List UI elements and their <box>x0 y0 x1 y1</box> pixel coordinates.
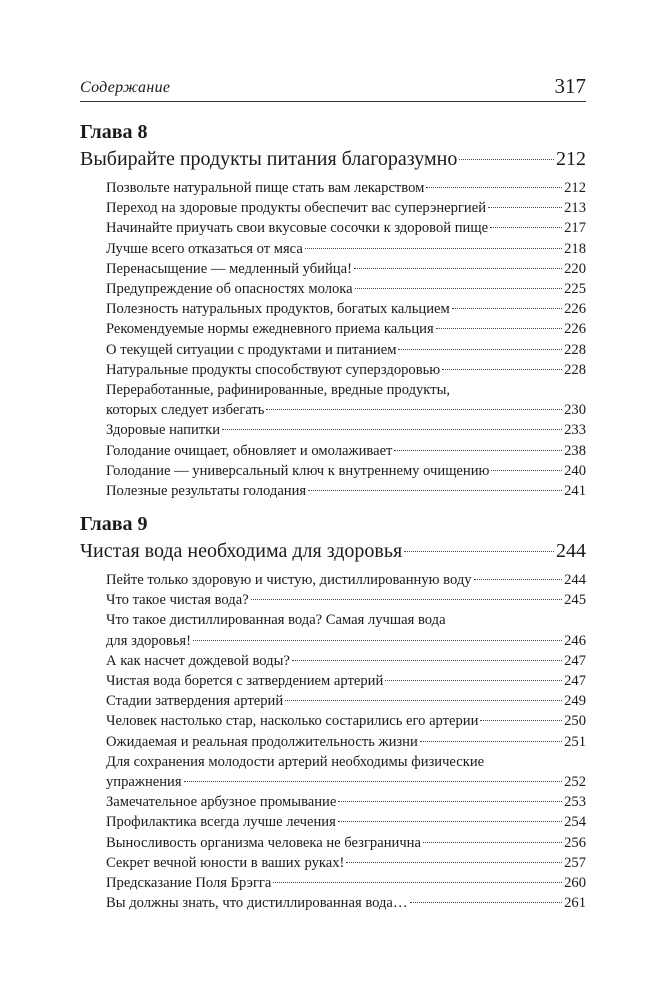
toc-entry-title: Что такое чистая вода? <box>106 592 249 609</box>
dot-leader <box>474 579 563 580</box>
dot-leader <box>355 288 562 289</box>
chapter-label: Глава 9 <box>80 513 148 535</box>
dot-leader <box>490 227 562 228</box>
toc-entry-page: 220 <box>564 260 586 277</box>
dot-leader <box>442 369 562 370</box>
toc-entry-page: 252 <box>564 774 586 791</box>
toc-entry-page: 253 <box>564 794 586 811</box>
toc-entry-line1: Переработанные, рафинированные, вредные продукты, <box>106 382 451 399</box>
toc-entry[interactable] <box>80 812 586 832</box>
toc-entry-title: которых следует избегать <box>106 402 265 419</box>
toc-entry-title: А как насчет дождевой воды? <box>106 652 290 669</box>
toc-entry-line1: Что такое дистиллированная вода? Самая лучшая вода <box>106 612 446 629</box>
toc-entry-page: 249 <box>564 693 586 710</box>
toc-entry-title: Выносливость организма человека не безгранична <box>106 834 421 851</box>
toc-entry[interactable] <box>80 461 586 481</box>
toc-entry-page: 246 <box>564 632 586 649</box>
toc-entry-title: Профилактика всегда лучше лечения <box>106 814 336 831</box>
toc-entry[interactable] <box>80 380 586 420</box>
toc-entry[interactable] <box>80 792 586 812</box>
chapter-title: Чистая вода необходима для здоровья <box>80 540 403 562</box>
toc-entry-title: Голодание — универсальный ключ к внутреннему очищению <box>106 462 490 479</box>
toc-entry-title: Полезные результаты голодания <box>106 483 307 500</box>
dot-leader <box>404 551 554 552</box>
toc-entry-page: 218 <box>564 240 586 257</box>
chapter-title: Выбирайте продукты питания благоразумно <box>80 148 458 170</box>
dot-leader <box>491 470 562 471</box>
toc-entry-title: Предупреждение об опасностях молока <box>106 281 353 298</box>
toc-entry[interactable] <box>80 610 586 650</box>
dot-leader <box>426 187 562 188</box>
toc-entry[interactable] <box>80 239 586 259</box>
toc-entry-title: Лучше всего отказаться от мяса <box>106 240 303 257</box>
chapter-page: 212 <box>556 148 586 170</box>
toc-entry[interactable] <box>80 319 586 339</box>
toc-entry-title: Голодание очищает, обновляет и омолаживает <box>106 442 393 459</box>
toc-entry-page: 261 <box>564 895 586 912</box>
toc-entry-title: для здоровья! <box>106 632 192 649</box>
toc-entry-title: Чистая вода борется с затвердением артерий <box>106 673 384 690</box>
toc-entry-page: 226 <box>564 301 586 318</box>
toc-entry[interactable] <box>80 481 586 501</box>
toc-entry[interactable] <box>80 570 586 590</box>
dot-leader <box>266 409 562 410</box>
running-title: Содержание <box>80 79 171 96</box>
dot-leader <box>193 640 562 641</box>
dot-leader <box>398 349 562 350</box>
toc-entry-page: 225 <box>564 281 586 298</box>
chapter-label: Глава 8 <box>80 121 148 143</box>
dot-leader <box>338 821 562 822</box>
toc-entry-page: 240 <box>564 462 586 479</box>
dot-leader <box>420 741 562 742</box>
toc-entry-title: Позвольте натуральной пище стать вам лекарством <box>106 180 425 196</box>
dot-leader <box>354 268 562 269</box>
toc-entry-title: О текущей ситуации с продуктами и питанием <box>106 341 397 358</box>
toc-entry-page: 230 <box>564 402 586 419</box>
toc-entry-title: Предсказание Поля Брэгга <box>106 875 272 892</box>
toc-entries <box>80 570 586 913</box>
dot-leader <box>222 429 562 430</box>
toc-entry[interactable] <box>80 853 586 873</box>
toc-entry-page: 256 <box>564 834 586 851</box>
page-number: 317 <box>554 74 586 98</box>
dot-leader <box>346 862 562 863</box>
toc-entry[interactable] <box>80 198 586 218</box>
dot-leader <box>423 842 562 843</box>
toc-entry-title: Пейте только здоровую и чистую, дистиллированную воду <box>106 572 472 588</box>
dot-leader <box>385 680 562 681</box>
toc-entry-title: Полезность натуральных продуктов, богатых кальцием <box>106 301 450 318</box>
toc-entry-title: Замечательное арбузное промывание <box>106 794 337 811</box>
toc-entry-page: 254 <box>564 814 586 831</box>
toc-entry[interactable] <box>80 218 586 238</box>
toc-entry-title: упражнения <box>106 774 182 791</box>
toc-entry[interactable] <box>80 651 586 671</box>
chapter-page: 244 <box>556 540 586 562</box>
dot-leader <box>251 599 562 600</box>
toc-entry-page: 238 <box>564 442 586 459</box>
toc-entry-page: 251 <box>564 733 586 750</box>
toc-entry-title: Перенасыщение — медленный убийца! <box>106 260 352 277</box>
dot-leader <box>338 801 562 802</box>
toc-entry-page: 233 <box>564 422 586 439</box>
toc-entry-page: 241 <box>564 483 586 500</box>
dot-leader <box>285 700 562 701</box>
chapter-title-row[interactable] <box>80 146 586 172</box>
toc-entry-page: 257 <box>564 854 586 871</box>
dot-leader <box>308 490 562 491</box>
dot-leader <box>292 660 562 661</box>
chapter-8 <box>80 120 586 501</box>
toc-entry-title: Стадии затвердения артерий <box>106 693 284 710</box>
toc-entry-page: 245 <box>564 592 586 609</box>
toc-entry-page: 226 <box>564 321 586 338</box>
dot-leader <box>488 207 562 208</box>
toc-entry-title: Ожидаемая и реальная продолжительность жизни <box>106 733 418 750</box>
toc-entry[interactable] <box>80 691 586 711</box>
dot-leader <box>459 159 554 160</box>
toc-entry[interactable] <box>80 671 586 691</box>
toc-entry-page: 228 <box>564 341 586 358</box>
toc-entry[interactable] <box>80 178 586 198</box>
toc-entry-title: Секрет вечной юности в ваших руках! <box>106 854 345 871</box>
dot-leader <box>273 882 562 883</box>
toc-entry[interactable] <box>80 299 586 319</box>
dot-leader <box>305 248 562 249</box>
toc-entry-title: Натуральные продукты способствуют суперздоровью <box>106 361 441 378</box>
dot-leader <box>480 720 562 721</box>
dot-leader <box>410 902 563 903</box>
toc-entry[interactable] <box>80 752 586 792</box>
toc-entry-page: 250 <box>564 713 586 730</box>
toc-entry-page: 244 <box>564 572 586 588</box>
toc-entry-title: Начинайте приучать свои вкусовые сосочки к здоровой пище <box>106 220 489 237</box>
chapter-title-row[interactable] <box>80 538 586 564</box>
chapter-9 <box>80 512 586 913</box>
toc-entry[interactable] <box>80 259 586 279</box>
dot-leader <box>436 328 562 329</box>
toc-entry-line1: Для сохранения молодости артерий необходимы физические <box>106 753 485 770</box>
toc-entry-page: 247 <box>564 673 586 690</box>
toc-entry-title: Переход на здоровые продукты обеспечит вас суперэнергией <box>106 200 487 217</box>
toc-entry[interactable] <box>80 590 586 610</box>
toc-entry[interactable] <box>80 340 586 360</box>
toc-entry[interactable] <box>80 732 586 752</box>
toc-entry-title: Человек настолько стар, насколько состарились его артерии <box>106 713 479 730</box>
toc-entry-page: 213 <box>564 200 586 217</box>
toc-entry[interactable] <box>80 360 586 380</box>
toc-entry[interactable] <box>80 711 586 731</box>
toc-entry[interactable] <box>80 420 586 440</box>
toc-entry-title: Рекомендуемые нормы ежедневного приема кальция <box>106 321 434 338</box>
toc-entries <box>80 178 586 501</box>
toc-entry-page: 247 <box>564 652 586 669</box>
toc-entry[interactable] <box>80 279 586 299</box>
dot-leader <box>394 450 562 451</box>
toc-entry[interactable] <box>80 833 586 853</box>
toc-entry-title: Вы должны знать, что дистиллированная вода… <box>106 895 408 912</box>
page-header <box>80 73 586 102</box>
toc-entry[interactable] <box>80 873 586 893</box>
toc-entry-page: 212 <box>564 180 586 196</box>
dot-leader <box>452 308 562 309</box>
toc-entry[interactable] <box>80 893 586 913</box>
toc-entry-title: Здоровые напитки <box>106 422 221 439</box>
toc-entry[interactable] <box>80 441 586 461</box>
toc-entry-page: 260 <box>564 875 586 892</box>
dot-leader <box>184 781 563 782</box>
toc-entry-page: 217 <box>564 220 586 237</box>
toc-entry-page: 228 <box>564 361 586 378</box>
